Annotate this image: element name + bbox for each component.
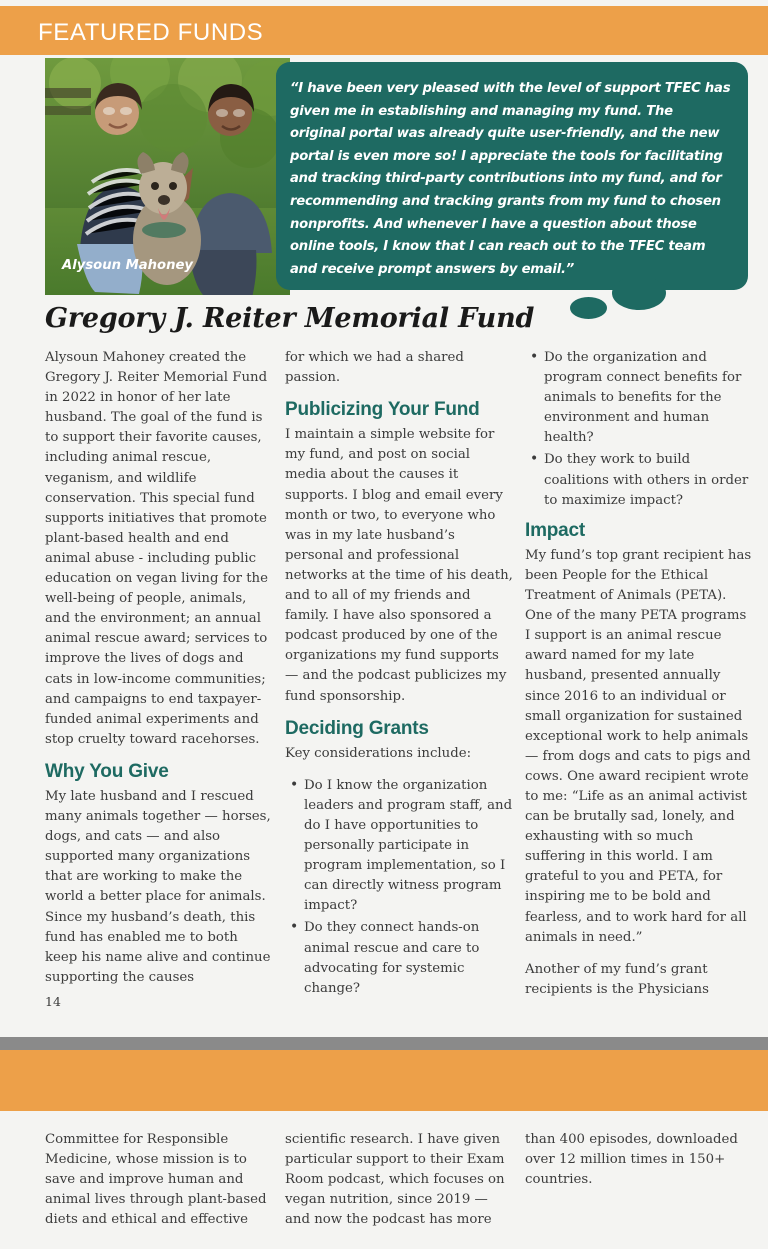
fund-name-heading: Gregory J. Reiter Memorial Fund bbox=[45, 303, 535, 334]
deciding-grants-bullet-list bbox=[285, 776, 513, 999]
next-page-column3-text: than 400 episodes, downloaded over 12 million times in 150+ countries. bbox=[525, 1132, 738, 1188]
page-title: FEATURED FUNDS bbox=[38, 19, 264, 46]
column3-paragraph-2: Another of my fund’s grant recipients is the Physicians bbox=[525, 961, 709, 997]
donor-quote-card bbox=[276, 62, 748, 290]
next-page-column-3 bbox=[525, 1130, 755, 1190]
list-item: • Do they work to build coalitions with others in order to maximize impact? bbox=[544, 450, 755, 510]
list-item: • Do the organization and program connect benefits for animals to benefits for the environment and human health? bbox=[544, 348, 755, 448]
column2-paragraph-continued: for which we had a shared passion. bbox=[285, 350, 464, 386]
decorative-bubble-large bbox=[612, 276, 666, 310]
page-separator-orange-bar bbox=[0, 1050, 768, 1111]
page-separator-gray-bar bbox=[0, 1037, 768, 1050]
column3-paragraph-1: My fund’s top grant recipient has been People for the Ethical Treatment of Animals (PETA). One of the many PETA programs I support is an animal rescue award named for my late husband, presented annually since 2016 to an individual or small organization for sustained exceptional work to help animals — from dogs and cats to pigs and cows. One award recipient wrote to me: “Life as an animal activist can be brutally sad, lonely, and exhausting with so much suffering in this world. I am grateful to you and PETA, for inspiring me to be bold and fearless, and to work hard for all animals in need.” bbox=[525, 547, 752, 945]
decorative-bubble-small bbox=[570, 297, 607, 319]
heading-deciding-grants: Deciding Grants bbox=[285, 717, 429, 739]
next-page-column-1 bbox=[45, 1130, 273, 1230]
article-column-1 bbox=[45, 348, 273, 988]
donor-quote-text: “I have been very pleased with the level of support TFEC has given me in establishing and managing my fund. The original portal was already quite user-friendly, and the new portal is even more so! I appreciate the tools for facilitating and tracking third-party contributions into my fund, and for recommending and tracking grants from my fund to chosen nonprofits. And whenever I have a question about those online tools, I know that I can reach out to the TFEC team and receive prompt answers by email.” bbox=[290, 81, 731, 277]
donor-quote-attribution: Alysoun Mahoney bbox=[62, 258, 193, 273]
heading-publicizing-your-fund: Publicizing Your Fund bbox=[285, 399, 480, 421]
column1-paragraph-1: Alysoun Mahoney created the Gregory J. Reiter Memorial Fund in 2022 in honor of her late husband. The goal of the fund is to support their favorite causes, including animal rescue, veganism, and wildlife conservation. This special fund supports initiatives that promote plant-based health and end animal abuse - including public education on vegan living for the well-being of people, animals, and the environment; an annual animal rescue award; services to improve the lives of dogs and cats in low-income communities; and campaigns to end taxpayer-funded animal experiments and stop cruelty toward racehorses. bbox=[45, 350, 268, 747]
article-column-2 bbox=[285, 348, 513, 1009]
heading-impact: Impact bbox=[525, 519, 586, 541]
next-page-column2-text: scientific research. I have given particular support to their Exam Room podcast, which focuses on vegan nutrition, since 2019 — and now the podcast has more bbox=[285, 1132, 505, 1228]
list-item: • Do I know the organization leaders and program staff, and do I have opportunities to personally participate in program implementation, so I can directly witness program impact? bbox=[304, 776, 513, 917]
heading-why-you-give: Why You Give bbox=[45, 760, 169, 782]
list-item: • Do they connect hands-on animal rescue and care to advocating for systemic change? bbox=[304, 918, 513, 998]
article-column-3 bbox=[525, 348, 755, 1000]
column2-paragraph-1: I maintain a simple website for my fund, and post on social media about the causes it supports. I blog and email every month or two, to everyone who was in my late husband’s personal and professional networks at the time of his death, and to all of my friends and family. I have also sponsored a podcast produced by one of the organizations my fund supports — and the podcast publicizes my fund sponsorship. bbox=[285, 427, 513, 704]
next-page-column-2 bbox=[285, 1130, 513, 1230]
column1-paragraph-2: My late husband and I rescued many animals together — horses, dogs, and cats — and also supported many organizations that are working to make the world a better place for animals. Since my husband’s death, this fund has enabled me to both keep his name alive and continue supporting the causes bbox=[45, 788, 271, 985]
page-number: 14 bbox=[45, 994, 61, 1009]
deciding-grants-bullet-list-continued bbox=[525, 348, 755, 511]
column2-bullets-intro: Key considerations include: bbox=[285, 745, 472, 761]
next-page-column1-text: Committee for Responsible Medicine, whose mission is to save and improve human and animal lives through plant-based diets and ethical and effective bbox=[45, 1132, 267, 1228]
